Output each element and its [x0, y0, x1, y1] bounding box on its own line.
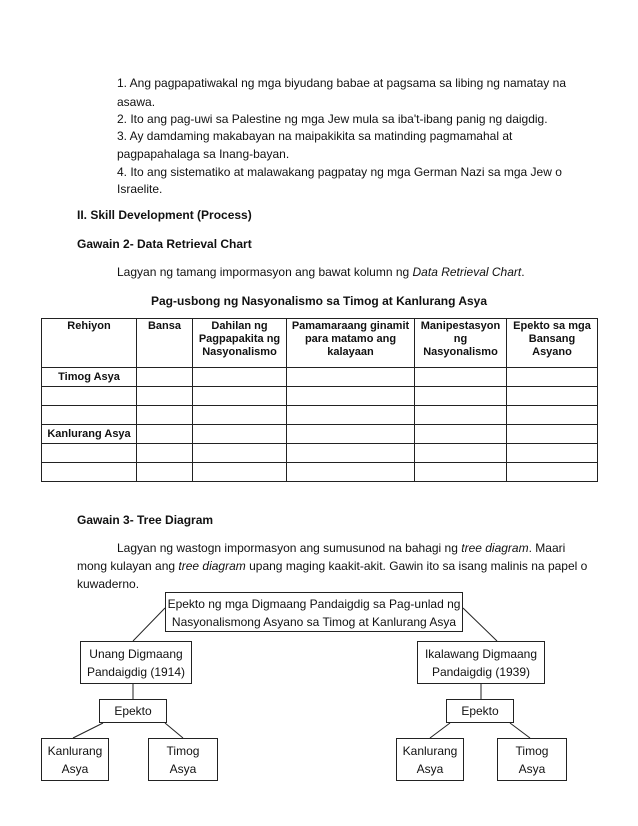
header-dahilan: Dahilan ng Pagpapakita ng Nasyonalismo [193, 319, 287, 368]
gawain3-emphasis: tree diagram [461, 541, 529, 555]
list-line-5: pagpapahalaga sa Inang-bayan. [117, 147, 290, 161]
tree-leaf-1 [41, 738, 109, 781]
row-label: Timog Asya [42, 368, 137, 387]
tree-right-branch-box [417, 641, 545, 684]
header-epekto: Epekto sa mga Bansang Asyano [507, 319, 598, 368]
connector-left-kanlurang [73, 723, 103, 738]
connector-root-left [133, 608, 165, 641]
gawain2-instruction-emphasis: Data Retrieval Chart [412, 265, 522, 279]
left-branch-line1: Unang Digmaang [89, 647, 183, 661]
list-line-3: 2. Ito ang pag-uwi sa Palestine ng mga Jew mula sa iba't-ibang panig ng daigdig. [117, 112, 548, 126]
leaf-3-line1: Kanlurang [402, 744, 458, 758]
connector-left-timog [165, 723, 183, 738]
leaf-4-line2: Asya [518, 762, 546, 776]
header-bansa: Bansa [137, 319, 193, 368]
tree-root-line2: Nasyonalismong Asyano sa Timog at Kanlurang Asya [171, 615, 457, 629]
header-rehiyon: Rehiyon [42, 319, 137, 368]
gawain3-emphasis: tree diagram [178, 559, 246, 573]
leaf-2-line2: Asya [169, 762, 197, 776]
gawain3-text: upang maging kaakit-akit. Gawin ito sa isang malinis na papel o [245, 559, 588, 573]
leaf-1-line1: Kanlurang [47, 744, 103, 758]
section-heading: II. Skill Development (Process) [77, 208, 252, 222]
gawain2-title: Gawain 2- Data Retrieval Chart [77, 237, 252, 251]
tree-right-epekto-box [446, 699, 514, 723]
leaf-4-line1: Timog [515, 744, 549, 758]
gawain2-instruction-text: Lagyan ng tamang impormasyon ang bawat kolumn ng [117, 265, 413, 279]
tree-root-line1: Epekto ng mga Digmaang Pandaigdig sa Pag-unlad ng [167, 597, 461, 611]
right-epekto-label: Epekto [461, 704, 499, 718]
tree-leaf-2 [148, 738, 218, 781]
leaf-2-line1: Timog [166, 744, 200, 758]
left-branch-line2: Pandaigdig (1914) [86, 665, 186, 679]
tree-left-branch-box [80, 641, 192, 684]
list-line-1: 1. Ang pagpapatiwakal ng mga biyudang babae at pagsama sa libing ng namatay na [117, 76, 566, 90]
right-branch-line1: Ikalawang Digmaang [424, 647, 538, 661]
gawain3-text: mong kulayan ang [77, 559, 179, 573]
gawain2-instruction-end: . [521, 265, 525, 279]
table-title: Pag-usbong ng Nasyonalismo sa Timog at Kanlurang Asya [150, 294, 488, 308]
list-line-6: 4. Ito ang sistematiko at malawakang pagpatay ng mga German Nazi sa mga Jew o [117, 165, 562, 179]
tree-leaf-4 [497, 738, 567, 781]
header-pamamaraan: Pamamaraang ginamit para matamo ang kalayaan [287, 319, 415, 368]
list-line-4: 3. Ay damdaming makabayan na maipakikita sa matinding pagmamahal at [117, 129, 513, 143]
gawain3-title: Gawain 3- Tree Diagram [77, 513, 214, 527]
tree-leaf-3 [396, 738, 464, 781]
right-branch-line2: Pandaigdig (1939) [431, 665, 531, 679]
connector-root-right [463, 608, 497, 641]
list-line-2: asawa. [117, 95, 156, 109]
gawain3-instruction-line3: kuwaderno. [77, 577, 140, 591]
gawain3-text: Lagyan ng wastogn impormasyon ang sumusunod na bahagi ng [117, 541, 462, 555]
connector-right-kanlurang [430, 723, 450, 738]
list-line-7: Israelite. [117, 182, 163, 196]
row-label: Kanlurang Asya [42, 425, 137, 444]
leaf-1-line2: Asya [61, 762, 89, 776]
connector-right-timog [510, 723, 530, 738]
tree-left-epekto-box [99, 699, 167, 723]
header-manipestasyon: Manipestasyon ng Nasyonalismo [415, 319, 507, 368]
leaf-3-line2: Asya [416, 762, 444, 776]
tree-root-box [165, 592, 463, 632]
gawain3-text: . Maari [528, 541, 566, 555]
left-epekto-label: Epekto [114, 704, 152, 718]
